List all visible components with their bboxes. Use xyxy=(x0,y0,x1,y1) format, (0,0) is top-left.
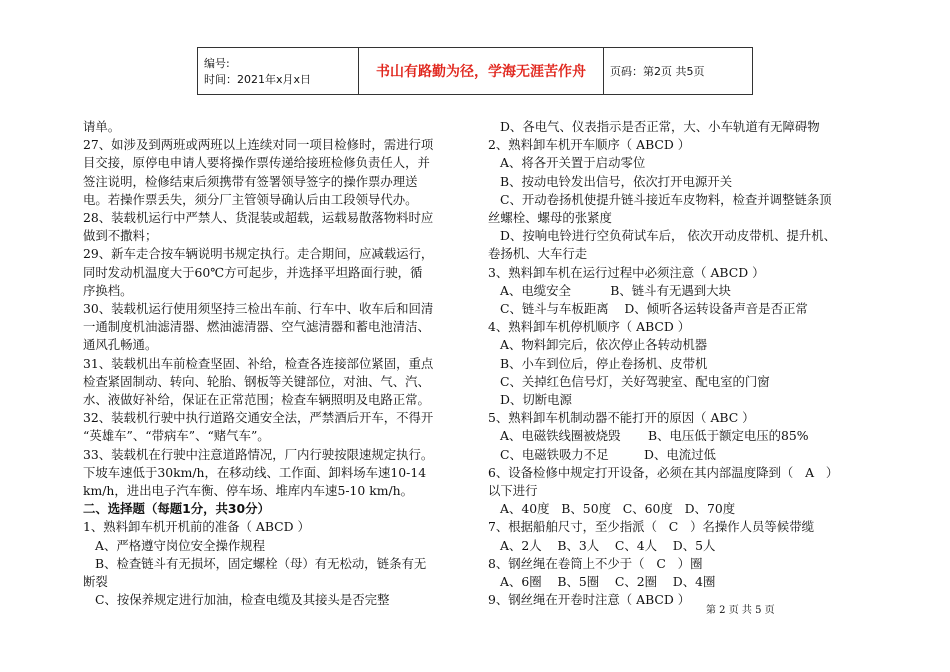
text-line: 同时发动机温度大于60℃方可起步，并选择平坦路面行驶，循 xyxy=(83,264,423,280)
option-text: D、按响电铃进行空负荷试车后， 依次开动皮带机、提升机、 xyxy=(500,228,837,244)
page-footer: 第 2 页 共 5 页 xyxy=(706,605,775,616)
text-line: 一通制度机油滤清器、燃油滤清器、空气滤清器和蓄电池清洁、 xyxy=(83,319,430,335)
text-line: 30、装载机运行使用须坚持三检出车前、行车中、收车后和回清 xyxy=(83,301,434,317)
option-text: B、检查链斗有无损坏，固定螺栓（母）有无松动，链条有无 xyxy=(95,555,427,571)
question-text: 8、钢丝绳在卷筒上不少于（ C ）圈 xyxy=(488,555,703,571)
question-text: 1、熟料卸车机开机前的准备（ ABCD ） xyxy=(83,519,310,535)
text-line: 断裂 xyxy=(83,574,108,590)
option-text: C、链斗与车板距离 D、倾听各运转设备声音是否正常 xyxy=(500,301,808,317)
text-line: 目交接，原停电申请人要将操作票传递给接班检修负责任人，并 xyxy=(83,155,430,171)
text-line: km/h，进出电子汽车衡、停车场、堆库内车速5-10 km/h。 xyxy=(83,483,414,499)
header-motto: 书山有路勤为径，学海无涯苦作舟 xyxy=(359,48,604,95)
text-line: 通风孔畅通。 xyxy=(83,337,158,353)
text-line: 签注说明，检修结束后须携带有签署领导签字的操作票办理送 xyxy=(83,173,418,189)
text-line: 下坡车速低于30km/h，在移动线、工作面、卸料场车速10-14 xyxy=(83,464,427,480)
text-line: 电。若操作票丢失，须分厂主管领导确认后由工段领导代办。 xyxy=(83,191,418,207)
question-text: 6、设备检修中规定打开设备，必须在其内部温度降到（ A ） xyxy=(488,464,839,480)
text-line: 请单。 xyxy=(83,119,121,134)
option-text: D、各电气、仪表指示是否正常，大、小车轨道有无障碍物 xyxy=(500,119,820,134)
section-heading: 二、选择题（每题1分，共30分） xyxy=(83,501,270,517)
text-line: 检查紧固制动、转向、轮胎、钢板等关键部位，对油、气、汽、 xyxy=(83,373,430,389)
header-page-number: 页码：第2页 共5页 xyxy=(604,48,753,95)
header-meta xyxy=(198,48,359,95)
option-text: C、电磁铁吸力不足 D、电流过低 xyxy=(500,446,716,462)
text-line: 卷扬机、大车行走 xyxy=(488,246,588,262)
question-text: 9、钢丝绳在开卷时注意（ ABCD ） xyxy=(488,592,691,608)
option-text: A、将各开关置于启动零位 xyxy=(500,155,646,171)
text-line: 水、液做好补给，保证在正常范围；检查车辆照明及电路正常。 xyxy=(83,392,430,408)
text-line: 丝螺栓、螺母的张紧度 xyxy=(488,210,612,226)
text-line: 28、装载机运行中严禁人、货混装或超载，运载易散落物料时应 xyxy=(83,210,434,226)
text-line: “英雄车”、“带病车”、“赌气车”。 xyxy=(83,428,270,444)
question-text: 7、根据船舶尺寸，至少指派（ C ）名操作人员等候带缆 xyxy=(488,519,814,535)
right-text-column xyxy=(488,118,888,609)
option-text: C、关掉红色信号灯，关好驾驶室、配电室的门窗 xyxy=(500,373,770,389)
text-line: 33、装载机在行驶中注意道路情况，厂内行驶按限速规定执行。 xyxy=(83,446,434,462)
option-text: A、物料卸完后，依次停止各转动机器 xyxy=(500,337,708,353)
question-text: 3、熟料卸车机在运行过程中必须注意（ ABCD ） xyxy=(488,264,765,280)
option-text: A、严格遵守岗位安全操作规程 xyxy=(95,537,266,553)
option-text: D、切断电源 xyxy=(500,392,572,408)
question-text: 2、熟料卸车机开车顺序（ ABCD ） xyxy=(488,137,691,153)
option-text: A、6圈 B、5圈 C、2圈 D、4圈 xyxy=(500,574,716,590)
question-text: 5、熟料卸车机制动器不能打开的原因（ ABC ） xyxy=(488,410,755,426)
text-line: 29、新车走合按车辆说明书规定执行。走合期间，应减载运行， xyxy=(83,246,434,262)
question-text: 4、熟料卸车机停机顺序（ ABCD ） xyxy=(488,319,691,335)
text-line: 序换档。 xyxy=(83,282,133,298)
option-text: A、2人 B、3人 C、4人 D、5人 xyxy=(500,537,716,553)
text-line: 32、装载机行驶中执行道路交通安全法，严禁酒后开车，不得开 xyxy=(83,410,434,426)
option-text: C、开动卷扬机使提升链斗接近车皮物料，检查并调整链条顶 xyxy=(500,191,832,207)
left-text-column xyxy=(83,118,473,609)
text-line: 31、装载机出车前检查坚固、补给，检查各连接部位紧固，重点 xyxy=(83,355,434,371)
option-text: B、按动电铃发出信号，依次打开电源开关 xyxy=(500,173,733,189)
document-number: 编号: xyxy=(204,57,230,70)
text-line: 以下进行 xyxy=(488,483,538,499)
option-text: B、小车到位后，停止卷扬机、皮带机 xyxy=(500,355,708,371)
text-line: 27、如涉及到两班或两班以上连续对同一项目检修时，需进行项 xyxy=(83,137,434,153)
document-time: 时间：2021年x月x日 xyxy=(204,73,312,86)
option-text: A、电缆安全 B、链斗有无遇到大块 xyxy=(500,282,731,298)
page-header xyxy=(197,47,753,95)
option-text: A、40度 B、50度 C、60度 D、70度 xyxy=(500,501,736,517)
text-line: 做到不撒料； xyxy=(83,228,158,244)
option-text: C、按保养规定进行加油，检查电缆及其接头是否完整 xyxy=(95,592,390,608)
option-text: A、电磁铁线圈被烧毁 B、电压低于额定电压的85% xyxy=(500,428,809,444)
